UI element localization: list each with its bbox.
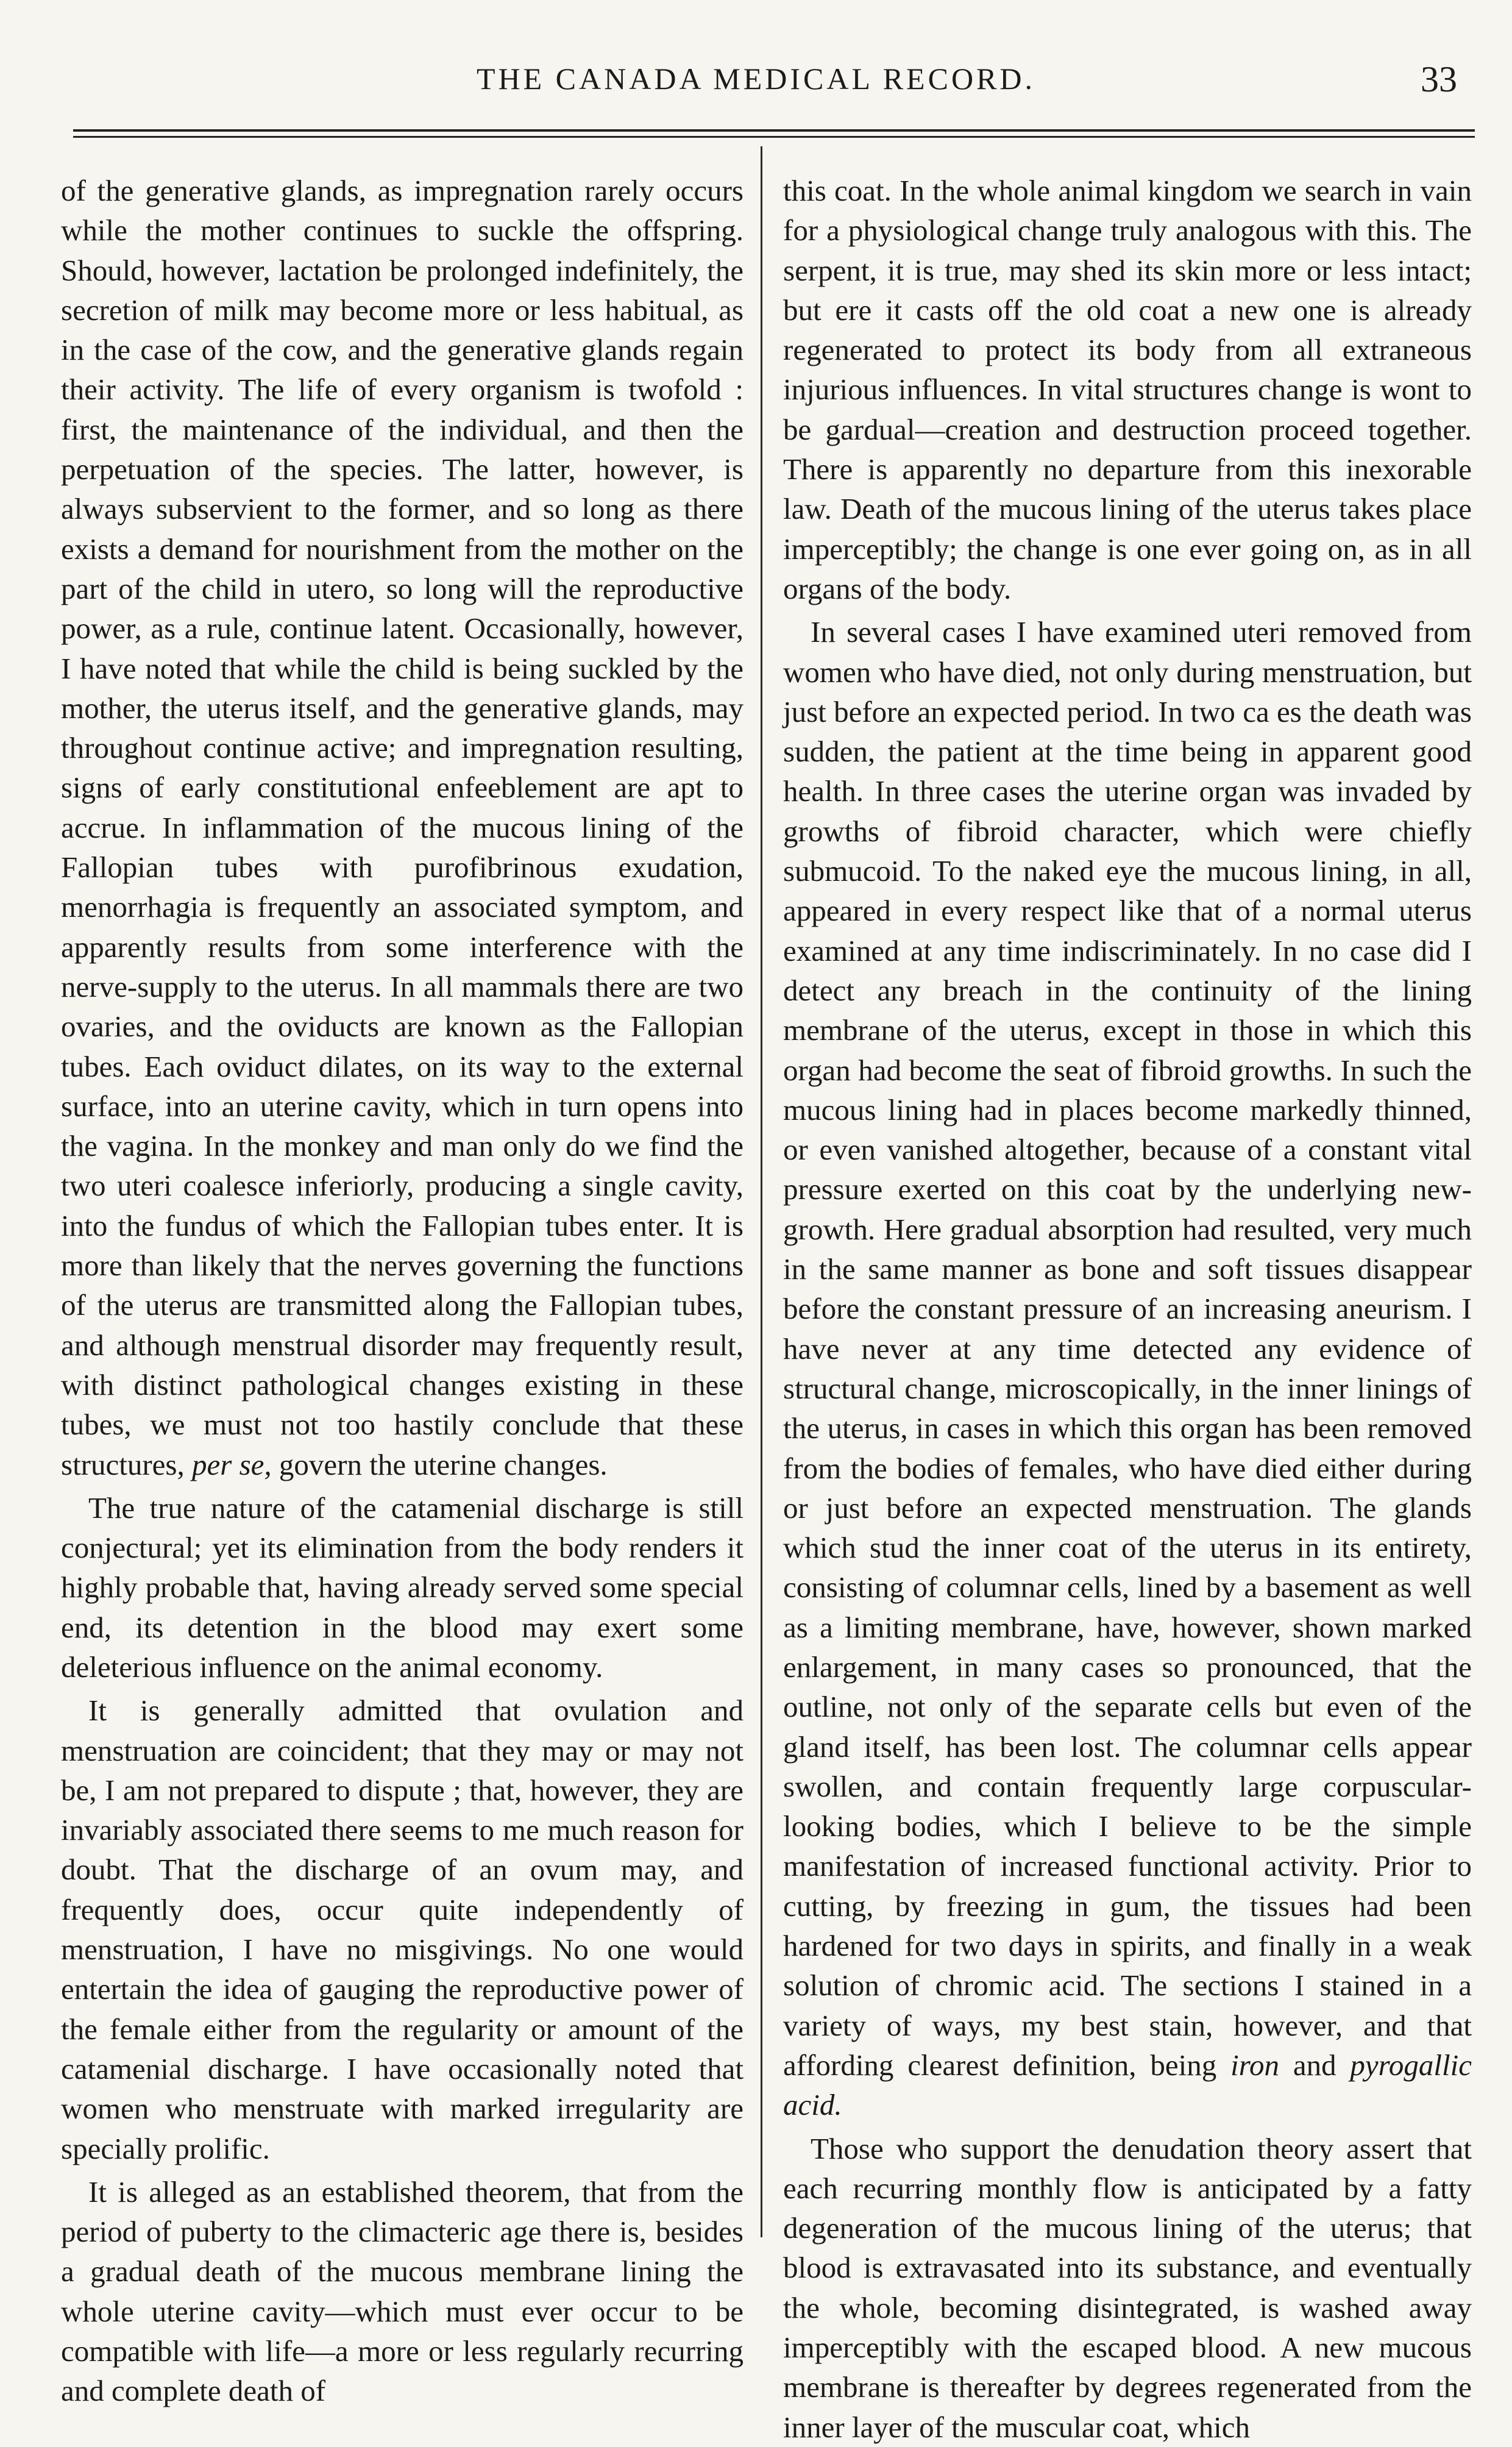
page-number: 33 (1421, 59, 1457, 99)
italic-phrase: pyrogallic acid. (783, 2048, 1472, 2122)
left-column (61, 171, 744, 2408)
page-header (0, 61, 1512, 110)
right-column (783, 171, 1472, 2444)
paragraph: The true nature of the catamenial discharge is still conjectural; yet its elimination from the body renders it highly probable that, having already served some special end, its detention in the blood may exert some deleterious influence on the animal economy. (61, 1491, 744, 1684)
italic-phrase: per se, (192, 1447, 272, 1481)
paragraph-text: of the generative glands, as impregnation rarely occurs while the mother continues to suckle the offspring. Should, however, lactation be prolonged indefinitely, the secretion of milk may become more or less habitual, as in the case of the cow, and the generative glands regain their activity. The life of every organism is twofold : first, the maintenance of the individual, and then the perpetuation of the species. The latter, however, is always subservient to the former, and so long as there exists a demand for nourishment from the mother on the part of the child in utero, so long will the reproductive power, as a rule, continue latent. Occasionally, however, I have noted that while the child is being suckled by the mother, the uterus itself, and the generative glands, may throughout continue active; and impregnation resulting, signs of early constitutional enfeeblement are apt to accrue. In inflammation of the mucous lining of the Fallopian tubes with purofibrinous exudation, menorrhagia is frequently an associated symptom, and apparently results from some interference with the nerve-supply to the uterus. In all mammals there are two ovaries, and the oviducts are known as the Fallopian tubes. Each oviduct dilates, on its way to the external surface, into an uterine cavity, which in turn opens into the vagina. In the monkey and man only do we find the two uteri coalesce inferiorly, producing a single cavity, into the fundus of which the Fallopian tubes enter. It is more than likely that the nerves governing the functions of the uterus are transmitted along the Fallopian tubes, and although menstrual disorder may frequently result, with distinct pathological changes existing in these tubes, we must not too hastily conclude that these structures, (61, 174, 744, 1481)
paragraph (783, 612, 1472, 2125)
paragraph-continued (61, 171, 744, 1484)
paragraph-text: In several cases I have examined uteri removed from women who have died, not only during menstruation, but just before an expected period. In two ca es the death was sudden, the patient at the time being in apparent good health. In three cases the uterine organ was invaded by growths of fibroid character, which were chiefly submucoid. To the naked eye the mucous lining, in all, appeared in every respect like that of a normal uterus examined at any time indiscriminately. In no case did I detect any breach in the continuity of the lining membrane of the uterus, except in those in which this organ had become the seat of fibroid growths. In such the mucous lining had in places become markedly thinned, or even vanished altogether, because of a constant vital pressure exerted on this coat by the underlying new-growth. Here gradual absorption had resulted, very much in the same manner as bone and soft tissues disappear before the constant pressure of an increasing aneurism. I have never at any time detected any evidence of structural change, microscopically, in the inner linings of the uterus, in cases in which this organ has been removed from the bodies of females, who have died either during or just before an expected menstruation. The glands which stud the inner coat of the uterus in its entirety, consisting of columnar cells, lined by a basement as well as a limiting membrane, have, however, shown marked enlargement, in many cases so pronounced, that the outline, not only of the separate cells but even of the gland itself, has been lost. The columnar cells appear swollen, and contain frequently large corpuscular-looking bodies, which I believe to be the simple manifestation of increased functional activity. Prior to cutting, by freezing in gum, the tissues had been hardened for two days in spirits, and finally in a weak solution of chromic acid. The sections I stained in a variety of ways, my best stain, however, and that affording clearest definition, being (783, 615, 1472, 2082)
italic-phrase: iron (1230, 2048, 1279, 2082)
paragraph: It is alleged as an established theorem, that from the period of puberty to the climacteric age there is, besides a gradual death of the mucous membrane lining the whole uterine cavity—which must ever occur to be compatible with life—a more or less regularly recurring and complete death of (61, 2175, 744, 2408)
paragraph: It is generally admitted that ovulation and menstruation are coincident; that they may or may not be, I am not prepared to dispute ; that, however, they are invariably associated there seems to me much reason for doubt. That the discharge of an ovum may, and frequently does, occur quite independently of menstruation, I have no misgivings. No one would entertain the idea of gauging the reproductive power of the female either from the regularity or amount of the catamenial discharge. I have occasionally noted that women who menstruate with marked irregularity are specially prolific. (61, 1694, 744, 2165)
paragraph-continued: this coat. In the whole animal kingdom we search in vain for a physiological change truly analogous with this. The serpent, it is true, may shed its skin more or less intact; but ere it casts off the old coat a new one is already regenerated to protect its body from all extraneous injurious influences. In vital structures change is wont to be gardual—creation and destruction proceed together. There is apparently no departure from this inexorable law. Death of the mucous lining of the uterus takes place imperceptibly; the change is one ever going on, as in all organs of the body. (783, 174, 1472, 605)
header-double-rule (73, 129, 1475, 138)
paragraph: Those who support the denudation theory assert that each recurring monthly flow is anticipated by a fatty degeneration of the mucous lining of the uterus; that blood is extravasated into its substance, and eventually the whole, becoming disintegrated, is washed away imperceptibly with the escaped blood. A new mucous membrane is thereafter by degrees regenerated from the inner layer of the muscular coat, which (783, 2131, 1472, 2444)
paragraph-text: and (1279, 2048, 1351, 2082)
column-divider (761, 146, 762, 2237)
running-title: THE CANADA MEDICAL RECORD. (476, 62, 1036, 96)
paragraph-text: govern the uterine changes. (271, 1447, 608, 1481)
